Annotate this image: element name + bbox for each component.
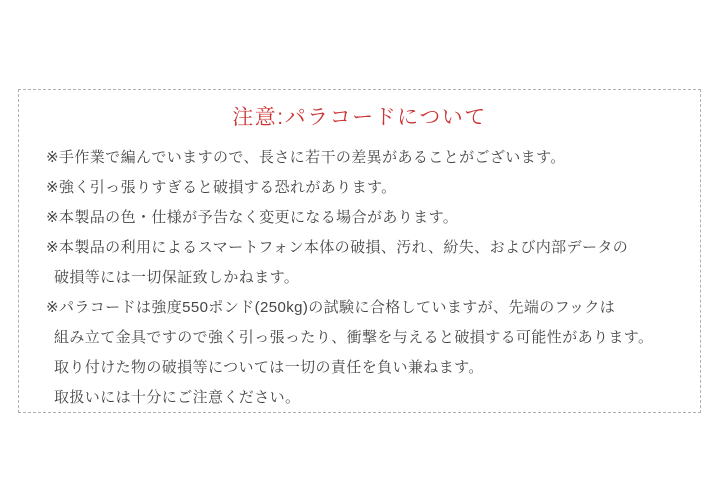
notice-box (18, 89, 701, 413)
notice-line: 取扱いには十分にご注意ください。 (54, 389, 301, 406)
notice-title: 注意:パラコードについて (232, 106, 487, 129)
notice-line: 取り付けた物の破損等については一切の責任を負い兼ねます。 (54, 359, 484, 376)
notice-line: ※手作業で編んでいますので、長さに若干の差異があることがございます。 (46, 149, 566, 166)
notice-body (19, 143, 700, 413)
notice-line: ※本製品の利用によるスマートフォン本体の破損、汚れ、紛失、および内部データの (46, 239, 629, 256)
notice-line: 組み立て金具ですので強く引っ張ったり、衝撃を与えると破損する可能性があります。 (54, 329, 654, 346)
notice-line: 破損等には一切保証致しかねます。 (54, 269, 300, 286)
notice-line: ※パラコードは強度550ポンド(250kg)の試験に合格していますが、先端のフックは (46, 299, 616, 316)
notice-line: ※強く引っ張りすぎると破損する恐れがあります。 (46, 179, 397, 196)
notice-line: ※本製品の色・仕様が予告なく変更になる場合があります。 (46, 209, 459, 226)
